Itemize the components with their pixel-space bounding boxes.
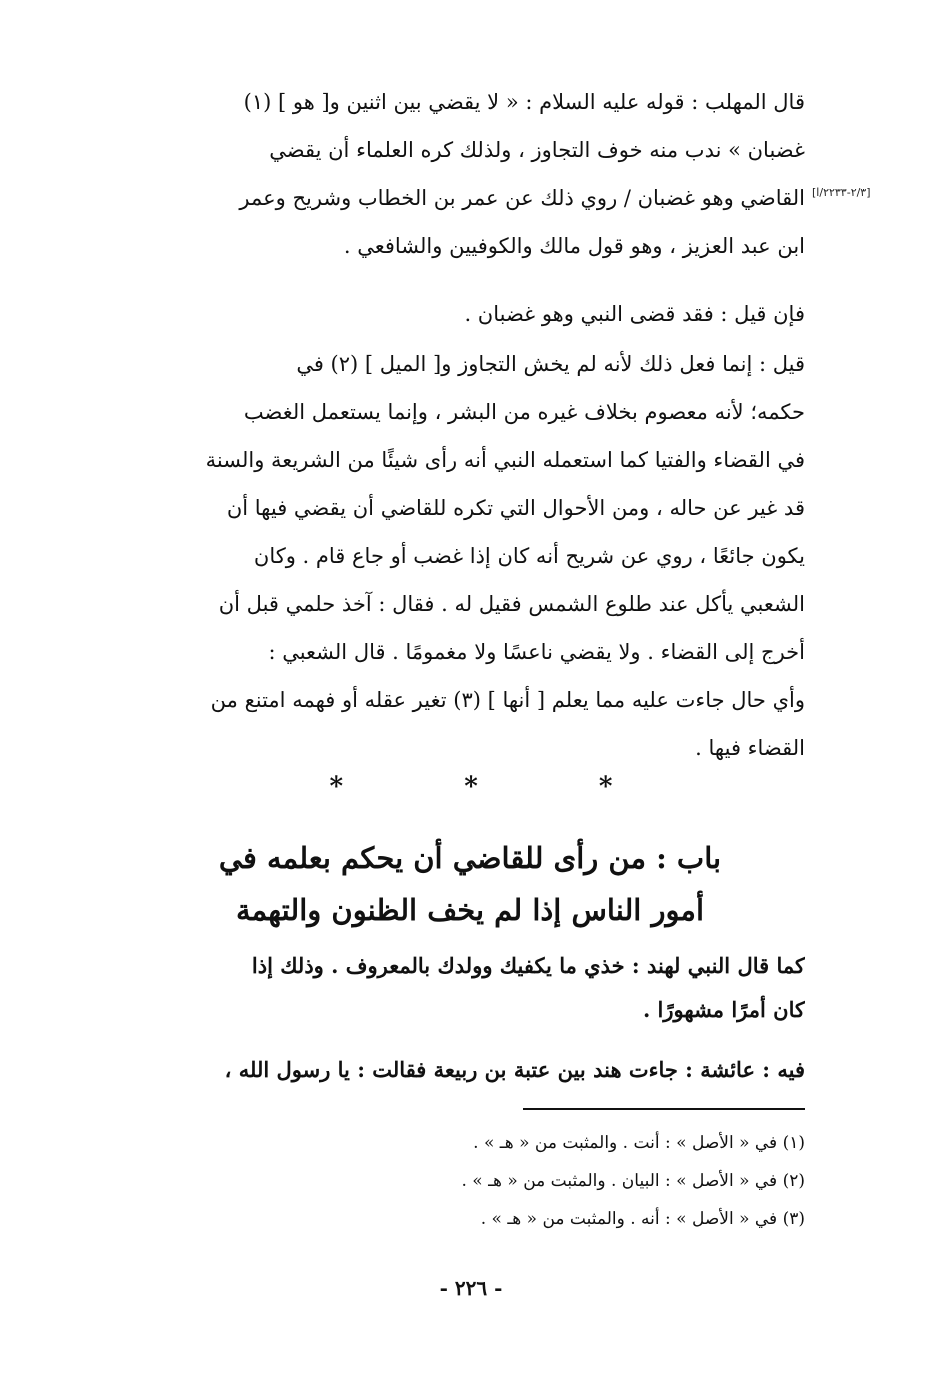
section-separator: * * *	[329, 772, 669, 802]
margin-reference: [٢/٣-٢٢٣٣/ا]	[812, 186, 871, 199]
footnote-2: (٢) في « الأصل » : البيان . والمثبت من « هـ » .	[461, 1171, 805, 1191]
text-line: قيل : إنما فعل ذلك لأنه لم يخش التجاوز و[ الميل ] (٢) في	[296, 352, 805, 376]
footnotes	[300, 1124, 805, 1238]
footnote-3: (٣) في « الأصل » : أنه . والمثبت من « هـ » .	[480, 1209, 805, 1229]
text-line: وأي حال جاءت عليه مما يعلم [ أنها ] (٣) تغير عقله أو فهمه امتنع من	[210, 688, 805, 712]
text-line: في القضاء والفتيا كما استعمله النبي أنه رأى شيئًا من الشريعة والسنة	[205, 448, 805, 472]
chapter-title-line: باب : من رأى للقاضي أن يحكم بعلمه في	[218, 841, 722, 875]
text-line: كما قال النبي لهند : خذي ما يكفيك وولدك بالمعروف . وذلك إذا	[251, 953, 805, 978]
text-line: قال المهلب : قوله عليه السلام : « لا يقضي بين اثنين و[ هو ] (١)	[243, 90, 805, 114]
text-line: يكون جائعًا ، روي عن شريح أنه كان إذا غضب أو جاع قام . وكان	[253, 544, 805, 568]
chapter-title	[140, 832, 800, 936]
text-line: ابن عبد العزيز ، وهو قول مالك والكوفيين والشافعي .	[343, 234, 805, 258]
text-line: غضبان » ندب منه خوف التجاوز ، ولذلك كره العلماء أن يقضي	[269, 138, 805, 162]
text-line: كان أمرًا مشهورًا .	[642, 997, 805, 1022]
text-line: فيه : عائشة : جاءت هند بين عتبة بن ربيعة فقالت : يا رسول الله ،	[224, 1057, 805, 1082]
paragraph-muhallab	[105, 78, 805, 270]
paragraph-objection	[105, 290, 805, 338]
text-line: القاضي وهو غضبان / روي ذلك عن عمر بن الخطاب وشريح وعمر	[239, 186, 805, 210]
paragraph-reply	[105, 340, 805, 772]
bold-paragraph-hadith-intro	[105, 944, 805, 1032]
text-line: الشعبي يأكل عند طلوع الشمس فقيل له . فقال : آخذ حلمي قبل أن	[218, 592, 805, 616]
page-number: - ٢٢٦ -	[439, 1276, 503, 1300]
footnote-1: (١) في « الأصل » : أنت . والمثبت من « هـ » .	[473, 1133, 805, 1153]
chapter-title-line: أمور الناس إذا لم يخف الظنون والتهمة	[235, 893, 705, 927]
bold-paragraph-aisha	[105, 1048, 805, 1092]
text-line: قد غير عن حاله ، ومن الأحوال التي تكره للقاضي أن يقضي فيها أن	[226, 496, 805, 520]
text-line: القضاء فيها .	[695, 736, 805, 760]
text-line: حكمه؛ لأنه معصوم بخلاف غيره من البشر ، وإنما يستعمل الغضب	[243, 400, 805, 424]
text-line: فإن قيل : فقد قضى النبي وهو غضبان .	[464, 302, 805, 326]
text-line: أخرج إلى القضاء . ولا يقضي ناعسًا ولا مغمومًا . قال الشعبي :	[268, 640, 805, 664]
footnote-divider	[523, 1108, 805, 1110]
